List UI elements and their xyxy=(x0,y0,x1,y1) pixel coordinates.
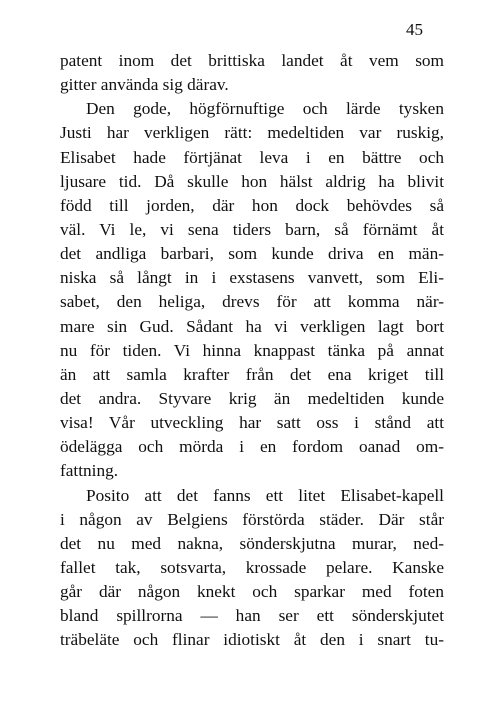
text-line: Posito att det fanns ett litet Elisabet-kapell xyxy=(86,485,444,505)
text-line: väl. Vi le, vi sena tiders barn, så förnämt åt xyxy=(60,219,444,239)
text-line: går där någon knekt och sparkar med foten xyxy=(60,582,444,602)
text-line: bland spillrorna — han ser ett sönderskjutet xyxy=(60,606,444,626)
text-line: sabet, den heliga, drevs för att komma när- xyxy=(60,292,444,312)
text-line: Elisabet hade förtjänat leva i en bättre och xyxy=(60,147,444,167)
text-line: ljusare tid. Då skulle hon hälst aldrig ha blivit xyxy=(60,171,444,191)
text-line: träbeläte och flinar idiotiskt åt den i snart tu- xyxy=(60,630,444,650)
page-number: 45 xyxy=(406,20,423,39)
text-line: än att samla krafter från det ena kriget till xyxy=(60,364,444,384)
text-line: det andra. Styvare krig än medeltiden kunde xyxy=(60,388,444,408)
text-line: fattning. xyxy=(60,461,119,481)
text-line: född till jorden, där hon dock behövdes så xyxy=(60,195,444,215)
text-line: nu för tiden. Vi hinna knappast tänka på annat xyxy=(60,340,444,360)
text-line: det andliga barbari, som kunde driva en män- xyxy=(60,244,444,264)
text-line: fallet tak, sotsvarta, krossade pelare. Kanske xyxy=(60,557,444,577)
text-line: det nu med nakna, sönderskjutna murar, ned- xyxy=(60,533,444,553)
body-text xyxy=(60,49,444,653)
text-line: niska så långt in i exstasens vanvett, som Eli- xyxy=(60,268,444,288)
text-line: ödelägga och mörda i en fordom oanad om- xyxy=(60,437,444,457)
text-line: visa! Vår utveckling har satt oss i stånd att xyxy=(60,413,444,433)
text-line: mare sin Gud. Sådant ha vi verkligen lagt bort xyxy=(60,316,444,336)
text-line: i någon av Belgiens förstörda städer. Där står xyxy=(60,509,444,529)
text-line: Den gode, högförnuftige och lärde tysken xyxy=(86,99,444,119)
text-line: Justi har verkligen rätt: medeltiden var ruskig, xyxy=(60,123,444,143)
text-line: patent inom det brittiska landet åt vem som xyxy=(60,51,444,70)
text-line: gitter använda sig därav. xyxy=(60,75,229,95)
